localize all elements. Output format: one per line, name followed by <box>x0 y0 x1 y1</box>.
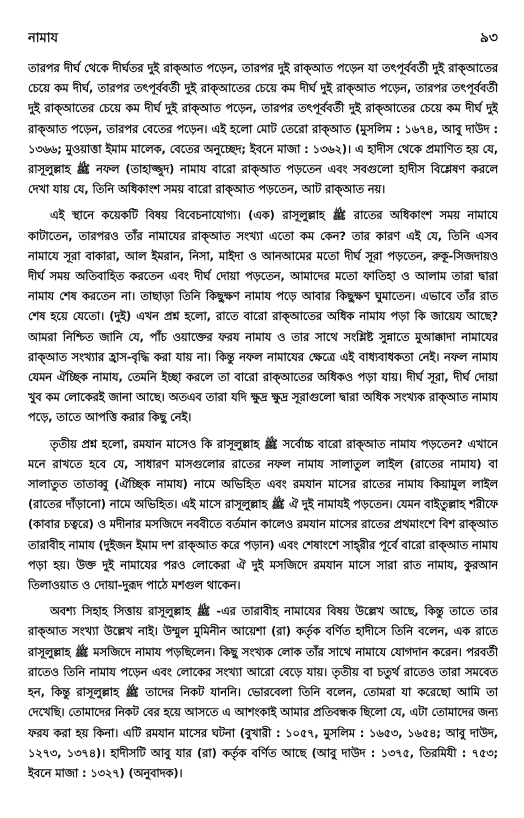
paragraph-4: অবশ্য সিহাহ সিত্তায় রাসূলুল্লাহ ﷺ -এর তারাবীহ নামাযের বিষয় উল্লেখ আছে, কিন্তু তাতে তার রাক্‌আত সংখ্যা উল্লেখ নাই। উম্মুল মুমিনীন আয়েশা (রা) কর্তৃক বর্ণিত হাদীসে তিনি বলেন, এক রাতে রাসূলুল্লাহ ﷺ মসজিদে নামায পড়ছিলেন। কিছু সংখ্যক লোক তাঁর সাথে নামাযে যোগদান করেন। পরবর্তী রাতেও তিনি নামায পড়েন এবং লোকের সংখ্যা আরো বেড়ে যায়। তৃতীয় বা চতুর্থ রাতেও তারা সমবেত হন, কিন্তু রাসূলুল্লাহ ﷺ তাদের নিকট যাননি। ভোরবেলা তিনি বলেন, তোমরা যা করেছো আমি তা দেখেছি। তোমাদের নিকট বের হয়ে আসতে এ আশংকাই আমার প্রতিবন্ধক ছিলো যে, এটা তোমাদের জন্য ফরয করা হয় কিনা। এটি রমযান মাসের ঘটনা (বুখারী : ১০৫৭, মুসলিম : ১৬৫৩, ১৬৫৪; আবু দাউদ, ১২৭৩, ১৩৭৪)। হাদীসটি আবু যার (রা) কর্তৃক বর্ণিত আছে (আবু দাউদ : ১৩৭৫, তিরমিযী : ৭৫৩; ইবনে মাজা : ১৩২৭) (অনুবাদক)। <box>28 604 498 780</box>
chapter-title: নামায <box>28 31 59 46</box>
page-body <box>28 58 498 783</box>
book-page <box>28 26 498 806</box>
paragraph-2: এই স্থানে কয়েকটি বিষয় বিবেচনাযোগ্য। (এক) রাসূলুল্লাহ ﷺ রাতের অধিকাংশ সময় নামাযে কাটাতেন, তারপরও তাঁর নামাযের রাক্‌আত সংখ্যা এতো কম কেন? তার কারণ এই যে, তিনি এসব নামাযে সূরা বাকারা, আল ইমরান, নিসা, মাইদা ও আনআমের মতো দীর্ঘ সূরা পড়তেন, রুকূ-সিজদায়ও দীর্ঘ সময় অতিবাহিত করতেন এবং দীর্ঘ দোয়া পড়তেন, আমাদের মতো ফাতিহা ও আলাম তারা দ্বারা নামায শেষ করতেন না। তাছাড়া তিনি কিছুক্ষণ নামায পড়ে আবার কিছুক্ষণ ঘুমাতেন। এভাবে তাঁর রাত শেষ হয়ে যেতো। (দুই) এখন প্রশ্ন হলো, রাতে বারো রাক্‌আতের অধিক নামায পড়া কি জায়েয আছে? আমরা নিশ্চিত জানি যে, পাঁচ ওয়াক্তের ফরয নামায ও তার সাথে সংশ্লিষ্ট সুন্নাতে মুআক্কাদা নামাযের রাক্‌আত সংখ্যার হ্রাস-বৃদ্ধি করা যায় না। কিন্তু নফল নামাযের ক্ষেত্রে এই বাধ্যবাধকতা নেই। নফল নামায যেমন ঐচ্ছিক নামায, তেমনি ইচ্ছা করলে তা বারো রাক্‌আতের অধিকও পড়া যায়। দীর্ঘ সূরা, দীর্ঘ দোয়া খুব কম লোকেরই জানা আছে। অতএব তারা যদি ক্ষুদ্র ক্ষুদ্র সূরাগুলো দ্বারা অধিক সংখ্যক রাক্‌আত নামায পড়ে, তাতে আপত্তি করার কিছু নেই। <box>28 208 498 425</box>
page-number: ৯৩ <box>479 30 498 46</box>
page-header <box>28 26 498 48</box>
paragraph-3: তৃতীয় প্রশ্ন হলো, রমযান মাসেও কি রাসূলুল্লাহ ﷺ সর্বোচ্চ বারো রাক্‌আত নামায পড়তেন? এখানে মনে রাখতে হবে যে, সাধারণ মাসগুলোর রাতের নফল নামায সালাতুল লাইল (রাতের নামায) বা সালাতুত তাতাব্বু (ঐচ্ছিক নামায) নামে অভিহিত এবং রমযান মাসের রাতের নামায কিয়ামুল লাইল (রাতের দাঁড়ানো) নামে অভিহিত। এই মাসে রাসূলুল্লাহ ﷺ ঐ দুই নামাযই পড়তেন। যেমন বাইতুল্লাহ শরীফে (কাবার চত্বরে) ও মদীনার মসজিদে নববীতে বর্তমান কালেও রমযান মাসের রাতের প্রথমাংশে বিশ রাক্‌আত তারাবীহ নামায (দুইজন ইমাম দশ রাক্‌আত করে পড়ান) এবং শেষাংশে সাহ্‌রীর পূর্বে বারো রাক্‌আত নামায পড়া হয়। উক্ত দুই নামাযের পরও লোকেরা ঐ দুই মসজিদে রমযান মাসে সারা রাত নামায, কুরআন তিলাওয়াত ও দোয়া-দুরূদ পাঠে মশগুল থাকেন। <box>28 436 498 593</box>
paragraph-1: তারপর দীর্ঘ থেকে দীর্ঘতর দুই রাক্‌আত পড়েন, তারপর দুই রাক্‌আত পড়েন যা তৎপূর্ববর্তী দুই রাক্‌আতের চেয়ে কম দীর্ঘ, তারপর তৎপূর্ববর্তী দুই রাক্‌আতের চেয়ে কম দীর্ঘ দুই রাক্‌আত পড়েন, তারপর তৎপূর্ববর্তী দুই রাক্‌আতের চেয়ে কম দীর্ঘ দুই রাক্‌আত পড়েন, তারপর তৎপূর্ববর্তী দুই রাক্‌আতের চেয়ে কম দীর্ঘ দুই রাক্‌আত পড়েন, তারপর বেতের পড়েন। এই হলো মোট তেরো রাক্‌আত (মুসলিম : ১৬৭৪, আবু দাউদ : ১৩৬৬; মুওয়াত্তা ইমাম মালেক, বেতের অনুচ্ছেদ; ইবনে মাজা : ১৩৬২)। এ হাদীস থেকে প্রমাণিত হয় যে, রাসূলুল্লাহ ﷺ নফল (তাহাজ্জুদ) নামায বারো রাক্‌আত পড়তেন এবং সবগুলো হাদীস বিশ্লেষণ করলে দেখা যায় যে, তিনি অধিকাংশ সময় বারো রাক্‌আত পড়তেন, আট রাক্‌আত নয়। <box>28 61 498 197</box>
